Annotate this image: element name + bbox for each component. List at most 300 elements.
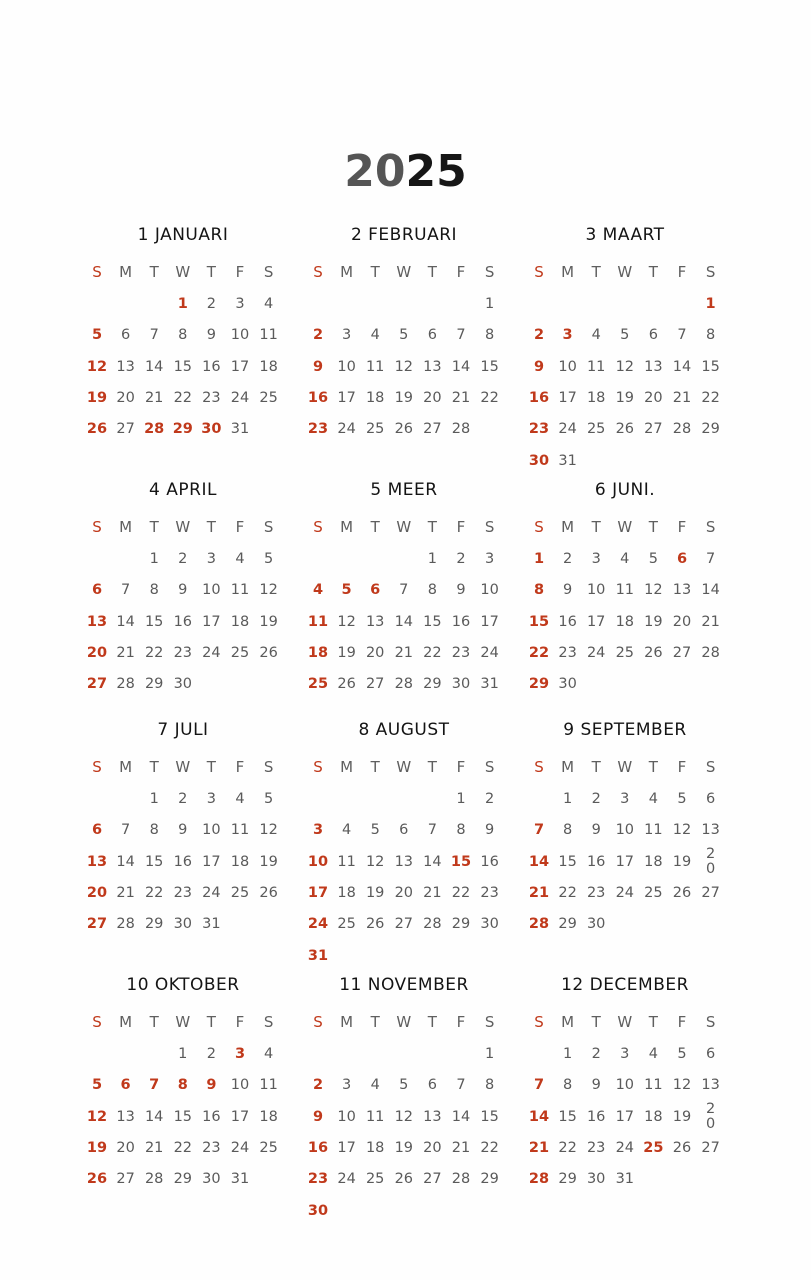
day-cell: 28 — [528, 1171, 550, 1188]
day-cell: 1 — [705, 296, 716, 312]
day-cell: 9 — [456, 582, 466, 599]
day-cell: 2 — [591, 791, 601, 807]
day-cell: 8 — [456, 822, 466, 839]
day-cell: 21 — [528, 1139, 550, 1156]
day-cell: 22 — [701, 389, 720, 406]
day-cell: 29 — [558, 916, 577, 933]
weekday-header: S — [484, 518, 495, 536]
day-cell: 12 — [337, 613, 356, 630]
day-cell: 14 — [451, 1108, 471, 1125]
day-cell: 30 — [558, 676, 577, 693]
day-cell: 19 — [672, 853, 692, 870]
day-cell: 3 — [312, 822, 324, 839]
day-cell: 25 — [259, 389, 278, 406]
day-cell: 8 — [705, 327, 716, 344]
day-cell: 4 — [263, 296, 274, 312]
day-cell: 10 — [230, 327, 250, 344]
day-cell: 27 — [672, 644, 692, 661]
weekday-header: M — [119, 518, 133, 536]
day-cell: 11 — [337, 853, 356, 870]
day-cell: 19 — [86, 1139, 108, 1156]
day-cell: 29 — [528, 676, 550, 693]
day-cell: 28 — [451, 421, 471, 438]
day-cell: 18 — [365, 1139, 385, 1156]
day-cell: 19 — [394, 1139, 414, 1156]
day-cell: 11 — [259, 1077, 278, 1094]
weekday-header: F — [235, 758, 245, 776]
weekday-header: M — [119, 1013, 133, 1031]
day-cell: 8 — [178, 327, 188, 344]
day-cell: 11 — [644, 822, 663, 839]
day-cell: 24 — [202, 884, 221, 901]
day-cell: 19 — [337, 644, 356, 661]
day-cell: 3 — [620, 791, 630, 807]
day-cell: 6 — [648, 327, 658, 344]
day-cell: 8 — [177, 1077, 188, 1094]
day-cell: 30 — [528, 452, 550, 469]
day-cell: 14 — [116, 853, 135, 870]
day-cell: 30 — [173, 916, 193, 933]
day-cell: 9 — [591, 822, 601, 839]
weekday-header: S — [705, 758, 716, 776]
weekday-header: S — [705, 1013, 716, 1031]
day-cell: 13 — [86, 613, 108, 630]
day-cell: 15 — [173, 358, 193, 375]
weekday-header: M — [561, 1013, 575, 1031]
day-cell: 17 — [230, 1108, 250, 1125]
day-cell: 21 — [528, 884, 550, 901]
day-cell: 9 — [312, 1108, 324, 1125]
month-title: 5 MEER — [370, 480, 438, 500]
day-cell: 31 — [558, 452, 577, 469]
day-cell: 4 — [235, 551, 245, 567]
day-cell: 19 — [86, 389, 108, 406]
day-cell: 13 — [365, 613, 385, 630]
day-cell: 6 — [705, 791, 716, 807]
day-cell: 29 — [423, 676, 442, 693]
day-cell: 27 — [86, 676, 108, 693]
day-cell: 19 — [644, 613, 663, 630]
day-cell: 2 — [591, 1046, 601, 1062]
day-cell: 10 — [558, 358, 577, 375]
day-cell: 21 — [451, 389, 471, 406]
day-cell: 20 — [86, 884, 108, 901]
day-cell: 22 — [528, 644, 550, 661]
weekday-header: T — [149, 263, 159, 281]
day-cell: 1 — [484, 296, 495, 312]
weekday-header: S — [92, 263, 102, 281]
weekday-header: W — [175, 263, 191, 281]
weekday-header: T — [206, 263, 216, 281]
day-cell: 28 — [423, 916, 442, 933]
day-cell: 13 — [672, 582, 692, 599]
day-cell: 3 — [620, 1046, 630, 1062]
day-cell: 11 — [307, 613, 329, 630]
day-cell: 2 — [178, 551, 188, 567]
weekday-header: M — [561, 518, 575, 536]
day-cell: 12 — [86, 358, 108, 375]
day-cell: 5 — [91, 327, 103, 344]
day-cell: 2 — [533, 327, 545, 344]
day-cell: 24 — [615, 884, 635, 901]
day-cell: 22 — [173, 1139, 193, 1156]
day-cell: 11 — [259, 327, 278, 344]
day-cell: 5 — [399, 1077, 409, 1094]
day-cell: 18 — [586, 389, 606, 406]
day-cell: 17 — [615, 853, 635, 870]
day-cell: 2 — [206, 296, 216, 312]
weekday-header: T — [149, 758, 159, 776]
day-cell: 23 — [528, 421, 550, 438]
weekday-header: T — [427, 518, 437, 536]
day-cell: 20 — [672, 613, 692, 630]
day-cell: 25 — [230, 884, 250, 901]
day-cell: 16 — [480, 853, 499, 870]
weekday-header: S — [313, 518, 323, 536]
day-cell: 29 — [701, 421, 720, 438]
day-cell: 27 — [423, 421, 442, 438]
day-cell: 8 — [149, 582, 159, 599]
day-cell: 1 — [456, 791, 466, 807]
day-cell: 7 — [427, 822, 437, 839]
day-cell: 18 — [644, 1108, 663, 1125]
day-cell: 27 — [644, 421, 663, 438]
weekday-header: S — [313, 263, 323, 281]
weekday-header: T — [591, 1013, 601, 1031]
day-cell: 11 — [644, 1077, 663, 1094]
day-cell: 20 — [644, 389, 663, 406]
day-cell: 15 — [480, 358, 499, 375]
day-cell: 14 — [528, 1108, 550, 1125]
day-cell: 28 — [672, 421, 692, 438]
day-cell: 7 — [120, 822, 131, 839]
weekday-header: T — [427, 263, 437, 281]
weekday-header: S — [534, 1013, 544, 1031]
day-cell: 23 — [586, 1139, 606, 1156]
day-cell: 9 — [562, 582, 573, 599]
day-cell: 24 — [558, 421, 577, 438]
day-cell: 21 — [144, 389, 164, 406]
day-cell: 24 — [586, 644, 606, 661]
weekday-header: T — [648, 1013, 658, 1031]
day-cell: 4 — [235, 791, 245, 807]
day-cell: 23 — [202, 389, 221, 406]
day-cell: 19 — [672, 1108, 692, 1125]
day-cell: 25 — [259, 1139, 278, 1156]
weekday-header: M — [340, 263, 354, 281]
day-cell: 7 — [399, 582, 409, 599]
day-cell: 3 — [235, 296, 245, 312]
day-cell: 11 — [365, 1108, 385, 1125]
day-cell: 23 — [586, 884, 606, 901]
day-cell: 26 — [394, 421, 414, 438]
weekday-header: M — [340, 1013, 354, 1031]
month-title: 6 JUNI. — [594, 480, 656, 500]
day-cell: 4 — [370, 1077, 380, 1094]
day-cell: 22 — [144, 644, 164, 661]
day-cell: 25 — [615, 644, 635, 661]
day-cell: 9 — [484, 822, 495, 839]
day-cell: 21 — [701, 613, 720, 630]
day-cell: 13 — [644, 358, 663, 375]
weekday-header: S — [263, 263, 274, 281]
weekday-header: S — [705, 518, 716, 536]
day-cell: 27 — [394, 916, 414, 933]
day-cell: 16 — [451, 613, 471, 630]
day-cell: 18 — [307, 644, 329, 661]
day-cell: 15 — [528, 613, 550, 630]
day-cell: 13 — [394, 853, 414, 870]
day-cell: 1 — [484, 1046, 495, 1062]
day-cell: 24 — [230, 389, 250, 406]
day-cell: 24 — [480, 644, 499, 661]
day-cell: 22 — [173, 389, 193, 406]
day-cell: 19 — [259, 853, 278, 870]
day-cell: 28 — [701, 644, 720, 661]
day-cell: 20 — [86, 644, 108, 661]
weekday-header: W — [617, 758, 633, 776]
day-cell: 10 — [615, 1077, 635, 1094]
weekday-header: W — [396, 263, 412, 281]
day-cell: 10 — [202, 582, 221, 599]
weekday-header: T — [149, 518, 159, 536]
day-cell: 12 — [365, 853, 385, 870]
weekday-header: T — [149, 1013, 159, 1031]
day-cell: 15 — [558, 853, 577, 870]
day-cell: 26 — [644, 644, 663, 661]
day-cell: 1 — [562, 1046, 573, 1062]
day-cell: 4 — [370, 327, 380, 344]
day-cell: 23 — [173, 644, 193, 661]
day-cell: 8 — [484, 1077, 495, 1094]
day-cell: 24 — [307, 916, 329, 933]
day-cell: 10 — [230, 1077, 250, 1094]
weekday-header: M — [561, 758, 575, 776]
day-cell: 8 — [533, 582, 545, 599]
day-cell: 25 — [643, 1139, 664, 1156]
day-cell: 3 — [206, 791, 216, 807]
day-cell: 3 — [341, 1077, 352, 1094]
day-cell: 26 — [672, 1139, 692, 1156]
month-title: 4 APRIL — [149, 480, 217, 500]
day-cell: 20 — [394, 884, 414, 901]
day-cell: 13 — [116, 358, 135, 375]
day-cell: 21 — [144, 1139, 164, 1156]
day-cell: 4 — [263, 1046, 274, 1062]
day-cell: 25 — [230, 644, 250, 661]
day-cell: 7 — [677, 327, 687, 344]
day-cell: 12 — [644, 582, 663, 599]
day-cell: 21 — [116, 884, 135, 901]
weekday-header: M — [561, 263, 575, 281]
day-cell: 21 — [116, 644, 135, 661]
day-cell: 26 — [615, 421, 635, 438]
weekday-header: T — [591, 518, 601, 536]
day-cell: 9 — [312, 358, 324, 375]
weekday-header: T — [648, 518, 658, 536]
day-cell: 14 — [423, 853, 442, 870]
day-cell: 5 — [370, 822, 380, 839]
month-title: 9 SEPTEMBER — [563, 720, 687, 740]
day-cell: 10 — [615, 822, 635, 839]
weekday-header: T — [206, 1013, 216, 1031]
weekday-header: S — [263, 758, 274, 776]
day-cell: 9 — [206, 327, 216, 344]
day-cell: 16 — [173, 853, 193, 870]
day-cell: 4 — [312, 582, 324, 599]
day-cell: 24 — [615, 1139, 635, 1156]
day-cell: 28 — [144, 421, 165, 438]
day-cell: 5 — [648, 551, 658, 567]
day-cell: 17 — [480, 613, 499, 630]
day-cell: 17 — [337, 1139, 356, 1156]
day-cell: 17 — [230, 358, 250, 375]
day-cell: 31 — [480, 676, 499, 693]
day-cell: 24 — [337, 1171, 356, 1188]
day-cell: 15 — [144, 853, 164, 870]
day-cell: 15 — [480, 1108, 499, 1125]
day-cell: 23 — [451, 644, 471, 661]
day-cell: 23 — [173, 884, 193, 901]
day-cell: 21 — [423, 884, 442, 901]
month-title: 7 JULI — [157, 720, 209, 740]
weekday-header: W — [175, 518, 191, 536]
day-cell: 29 — [173, 1171, 193, 1188]
day-cell: 2 0 — [705, 1100, 716, 1132]
day-cell: 5 — [263, 551, 274, 567]
day-cell: 15 — [144, 613, 164, 630]
day-cell: 26 — [672, 884, 692, 901]
day-cell: 28 — [451, 1171, 471, 1188]
day-cell: 5 — [399, 327, 409, 344]
year-title — [0, 144, 811, 200]
day-cell: 14 — [672, 358, 692, 375]
day-cell: 2 — [178, 791, 188, 807]
day-cell: 16 — [173, 613, 193, 630]
day-cell: 11 — [230, 822, 250, 839]
day-cell: 8 — [562, 822, 573, 839]
day-cell: 12 — [672, 822, 692, 839]
day-cell: 7 — [120, 582, 131, 599]
day-cell: 16 — [202, 1108, 221, 1125]
day-cell: 6 — [399, 822, 409, 839]
day-cell: 27 — [701, 1139, 720, 1156]
day-cell: 17 — [307, 884, 329, 901]
day-cell: 15 — [173, 1108, 193, 1125]
day-cell: 13 — [423, 1108, 442, 1125]
weekday-header: F — [677, 263, 687, 281]
day-cell: 25 — [337, 916, 356, 933]
day-cell: 22 — [558, 1139, 577, 1156]
day-cell: 15 — [423, 613, 442, 630]
weekday-header: W — [617, 263, 633, 281]
day-cell: 25 — [365, 421, 385, 438]
day-cell: 9 — [533, 358, 545, 375]
day-cell: 7 — [533, 822, 545, 839]
day-cell: 6 — [120, 327, 131, 344]
day-cell: 14 — [451, 358, 471, 375]
weekday-header: S — [263, 1013, 274, 1031]
day-cell: 12 — [394, 1108, 414, 1125]
day-cell: 27 — [365, 676, 385, 693]
day-cell: 29 — [451, 916, 471, 933]
day-cell: 10 — [337, 358, 356, 375]
day-cell: 6 — [370, 582, 381, 599]
day-cell: 12 — [615, 358, 635, 375]
day-cell: 26 — [365, 916, 385, 933]
day-cell: 6 — [705, 1046, 716, 1062]
day-cell: 6 — [676, 551, 688, 567]
day-cell: 30 — [586, 916, 606, 933]
day-cell: 26 — [259, 884, 278, 901]
day-cell: 13 — [116, 1108, 135, 1125]
weekday-header: W — [175, 1013, 191, 1031]
day-cell: 31 — [307, 947, 329, 964]
day-cell: 3 — [341, 327, 352, 344]
day-cell: 28 — [116, 676, 135, 693]
weekday-header: F — [235, 1013, 245, 1031]
day-cell: 28 — [116, 916, 135, 933]
day-cell: 29 — [558, 1171, 577, 1188]
day-cell: 31 — [615, 1171, 635, 1188]
weekday-header: T — [427, 758, 437, 776]
day-cell: 30 — [173, 676, 193, 693]
weekday-header: W — [396, 518, 412, 536]
day-cell: 2 0 — [705, 845, 716, 877]
day-cell: 17 — [558, 389, 577, 406]
day-cell: 3 — [234, 1046, 246, 1062]
month-title: 12 DECEMBER — [561, 975, 689, 995]
weekday-header: T — [370, 758, 380, 776]
day-cell: 23 — [480, 884, 499, 901]
day-cell: 18 — [615, 613, 635, 630]
weekday-header: F — [456, 518, 466, 536]
day-cell: 8 — [149, 822, 159, 839]
day-cell: 27 — [701, 884, 720, 901]
day-cell: 11 — [365, 358, 385, 375]
weekday-header: S — [534, 263, 544, 281]
day-cell: 30 — [307, 1202, 329, 1219]
day-cell: 20 — [116, 1139, 135, 1156]
day-cell: 2 — [312, 1077, 324, 1094]
day-cell: 6 — [427, 327, 437, 344]
weekday-header: T — [206, 518, 216, 536]
year-part-2: 25 — [405, 146, 467, 197]
day-cell: 22 — [558, 884, 577, 901]
weekday-header: S — [263, 518, 274, 536]
day-cell: 10 — [337, 1108, 356, 1125]
weekday-header: F — [235, 518, 245, 536]
day-cell: 23 — [558, 644, 577, 661]
day-cell: 12 — [86, 1108, 108, 1125]
day-cell: 18 — [230, 613, 250, 630]
day-cell: 15 — [450, 853, 472, 870]
weekday-header: F — [456, 758, 466, 776]
weekday-header: M — [340, 518, 354, 536]
weekday-header: T — [370, 1013, 380, 1031]
day-cell: 15 — [701, 358, 720, 375]
weekday-header: F — [456, 263, 466, 281]
day-cell: 12 — [259, 822, 278, 839]
day-cell: 4 — [648, 791, 658, 807]
day-cell: 3 — [206, 551, 216, 567]
day-cell: 27 — [423, 1171, 442, 1188]
month-title: 8 AUGUST — [358, 720, 450, 740]
day-cell: 25 — [365, 1171, 385, 1188]
day-cell: 9 — [591, 1077, 601, 1094]
weekday-header: T — [591, 758, 601, 776]
day-cell: 6 — [120, 1077, 131, 1094]
